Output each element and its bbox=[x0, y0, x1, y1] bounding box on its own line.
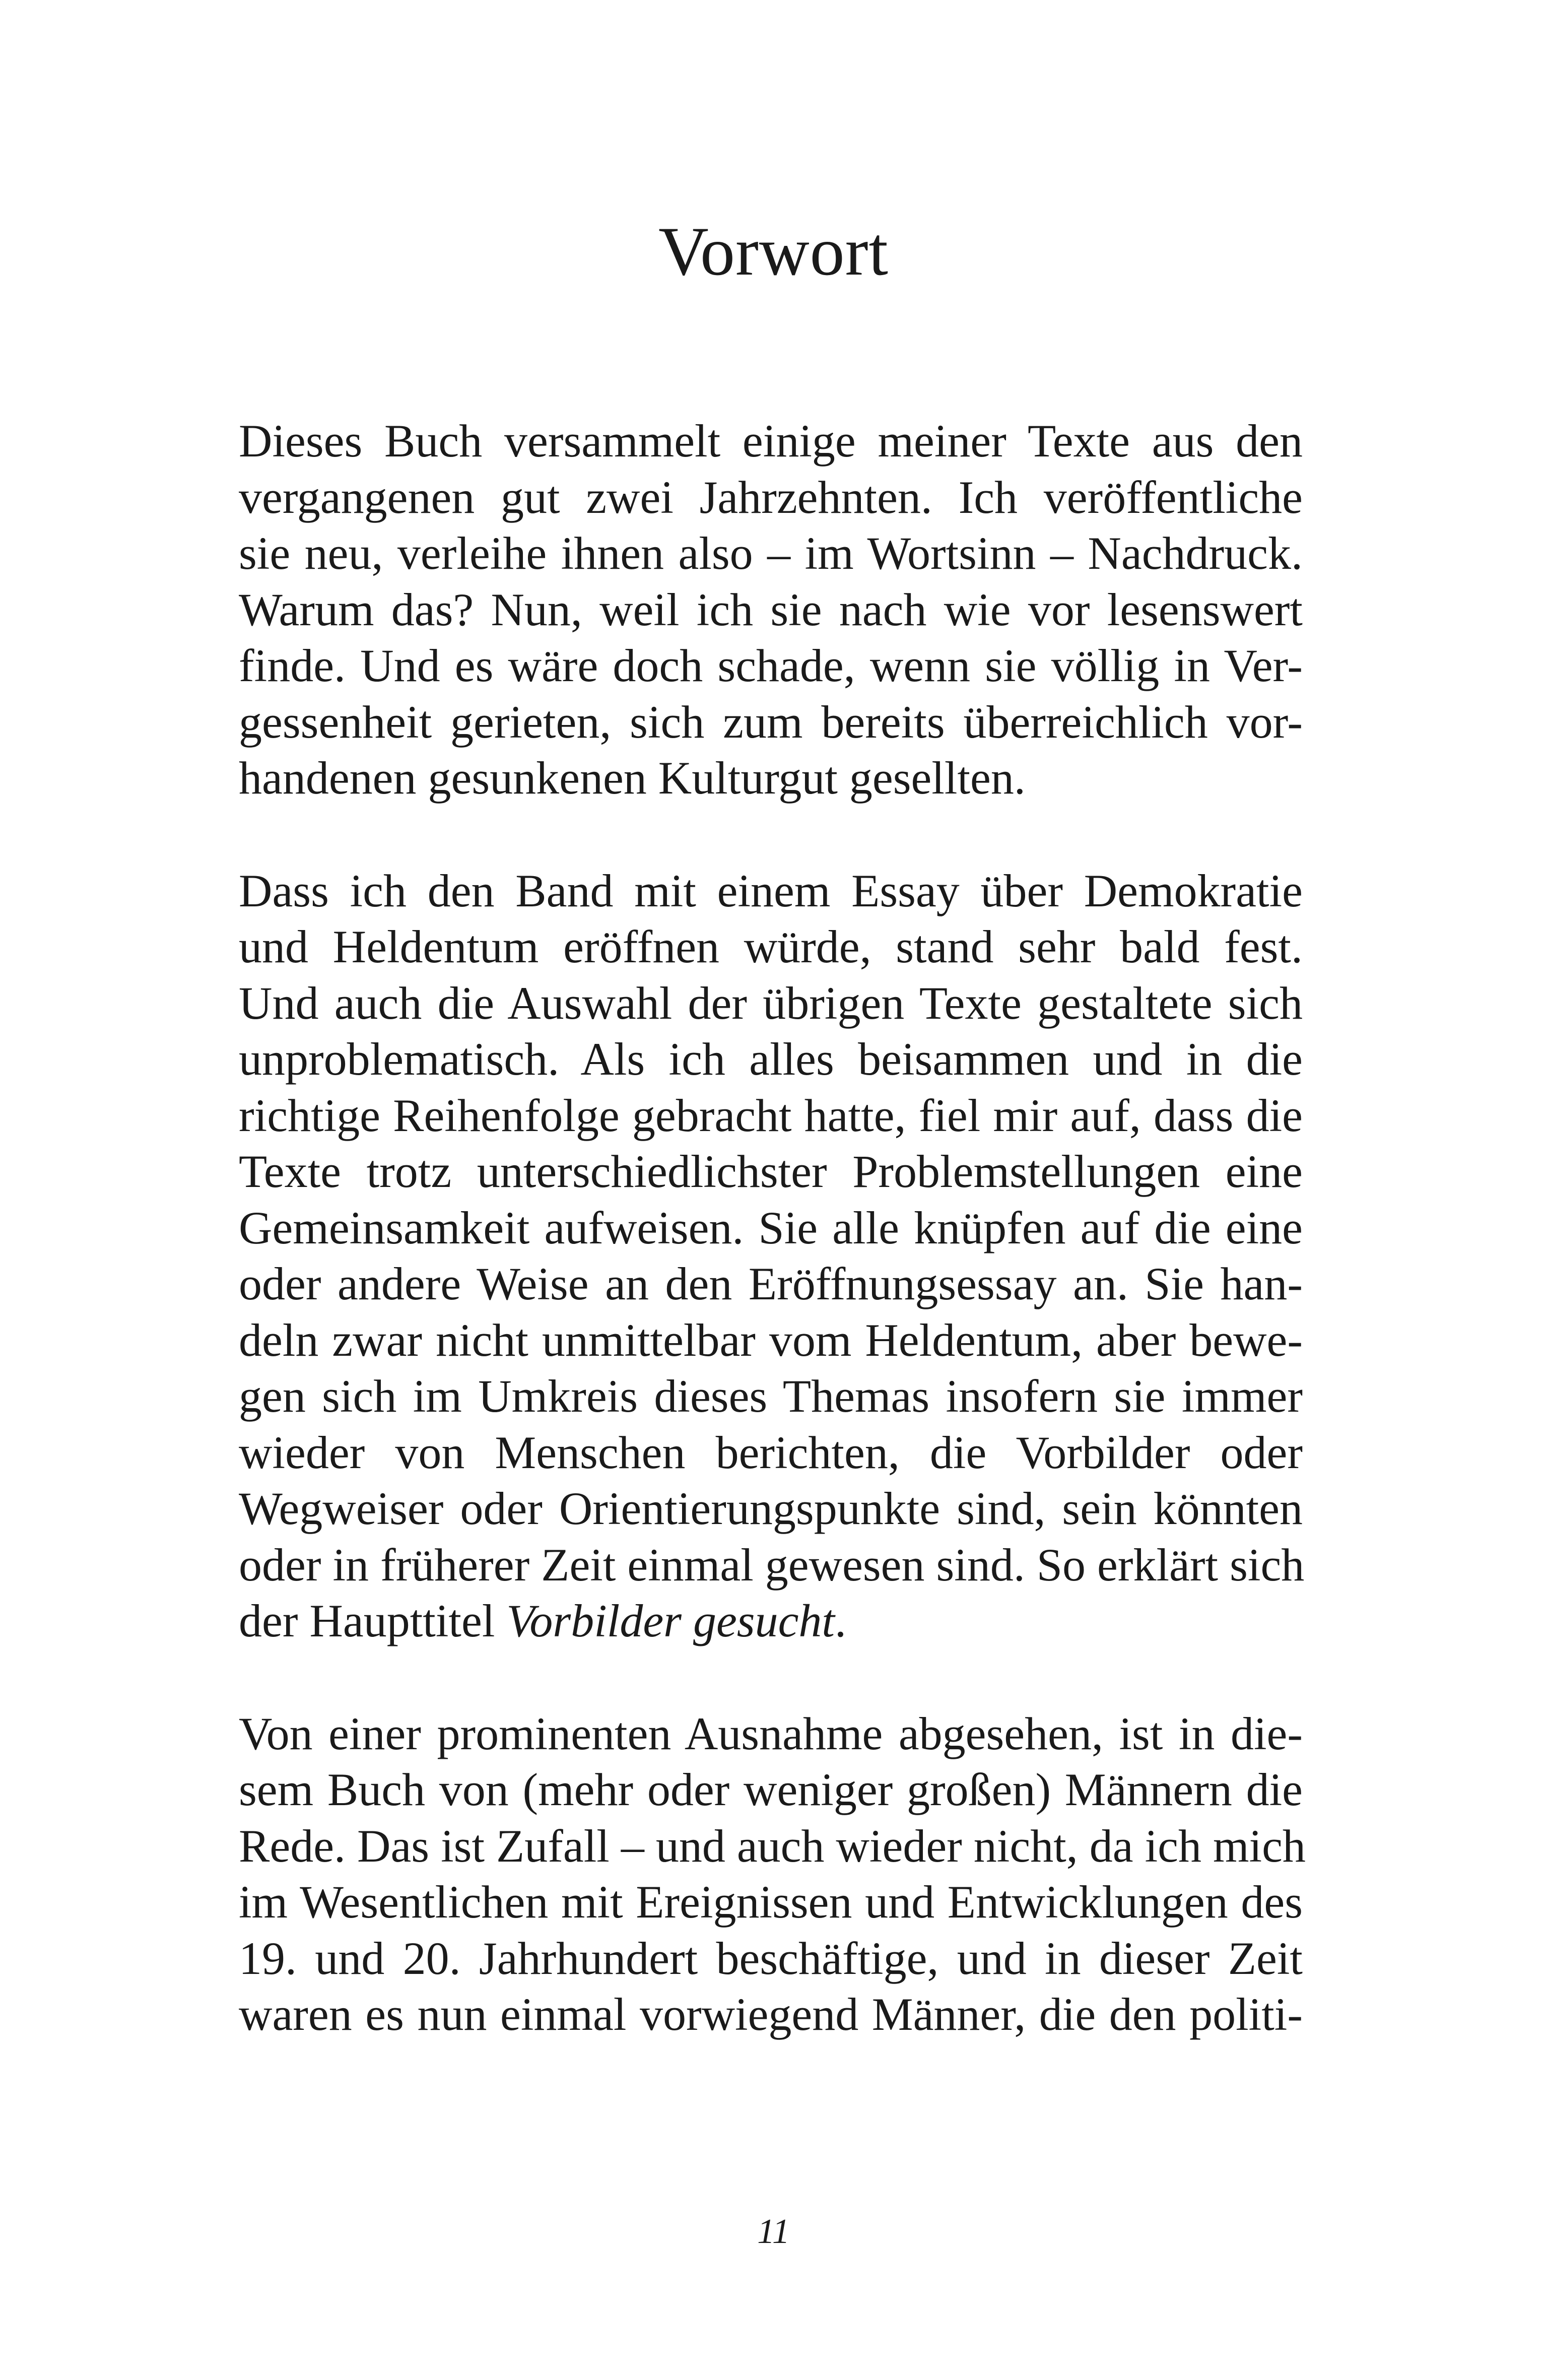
text-line-prefix: der Haupttitel bbox=[239, 1595, 507, 1646]
text-line: handenen gesunkenen Kulturgut gesellten. bbox=[239, 752, 1026, 804]
text-line: Texte trotz unterschiedlichster Problemstellungen eine bbox=[239, 1146, 1303, 1197]
text-line: sie neu, verleihe ihnen also – im Wortsinn – Nachdruck. bbox=[239, 527, 1303, 579]
text-line: Von einer prominenten Ausnahme abgesehen, ist in die- bbox=[239, 1707, 1303, 1759]
chapter-title: Vorwort bbox=[658, 213, 889, 290]
text-line: Warum das? Nun, weil ich sie nach wie vor lesenswert bbox=[239, 583, 1303, 635]
text-line: gessenheit gerieten, sich zum bereits überreichlich vor- bbox=[239, 696, 1303, 748]
text-line: vergangenen gut zwei Jahrzehnten. Ich veröffentliche bbox=[239, 471, 1303, 523]
text-line: wieder von Menschen berichten, die Vorbilder oder bbox=[239, 1426, 1303, 1478]
text-line: oder in früherer Zeit einmal gewesen sind. So erklärt sich bbox=[239, 1539, 1305, 1591]
text-line: Gemeinsamkeit aufweisen. Sie alle knüpfen auf die eine bbox=[239, 1202, 1303, 1253]
text-line: Dass ich den Band mit einem Essay über Demokratie bbox=[239, 865, 1303, 916]
book-title-italic: Vorbilder gesucht bbox=[506, 1595, 835, 1646]
text-line: deln zwar nicht unmittelbar vom Heldentum, aber bewe- bbox=[239, 1314, 1303, 1366]
text-line: gen sich im Umkreis dieses Themas insofern sie immer bbox=[239, 1370, 1303, 1422]
text-line: finde. Und es wäre doch schade, wenn sie völlig in Ver- bbox=[239, 640, 1303, 691]
text-line bbox=[239, 1593, 1303, 1649]
text-line: im Wesentlichen mit Ereignissen und Entwicklungen des bbox=[239, 1876, 1303, 1928]
paragraph-2 bbox=[239, 863, 1303, 1649]
text-line: richtige Reihenfolge gebracht hatte, fiel mir auf, dass die bbox=[239, 1089, 1303, 1141]
text-line: unproblematisch. Als ich alles beisammen und in die bbox=[239, 1033, 1303, 1085]
text-line: Und auch die Auswahl der übrigen Texte gestaltete sich bbox=[239, 977, 1303, 1029]
text-line: Dieses Buch versammelt einige meiner Texte aus den bbox=[239, 415, 1303, 467]
text-line: und Heldentum eröffnen würde, stand sehr bald fest. bbox=[239, 921, 1303, 972]
text-line: Rede. Das ist Zufall – und auch wieder nicht, da ich mich bbox=[239, 1820, 1306, 1872]
paragraph-1 bbox=[239, 413, 1303, 807]
text-line-suffix: . bbox=[834, 1595, 846, 1646]
paragraph-3 bbox=[239, 1706, 1306, 2043]
text-line: oder andere Weise an den Eröffnungsessay an. Sie han- bbox=[239, 1258, 1303, 1309]
text-line: Wegweiser oder Orientierungspunkte sind, sein könnten bbox=[239, 1483, 1303, 1534]
text-line: sem Buch von (mehr oder weniger großen) Männern die bbox=[239, 1764, 1303, 1815]
text-line: waren es nun einmal vorwiegend Männer, die den politi- bbox=[239, 1989, 1303, 2040]
page-number: 11 bbox=[757, 2212, 790, 2251]
body-text bbox=[239, 413, 1306, 2099]
text-line: 19. und 20. Jahrhundert beschäftige, und in dieser Zeit bbox=[239, 1932, 1303, 1984]
